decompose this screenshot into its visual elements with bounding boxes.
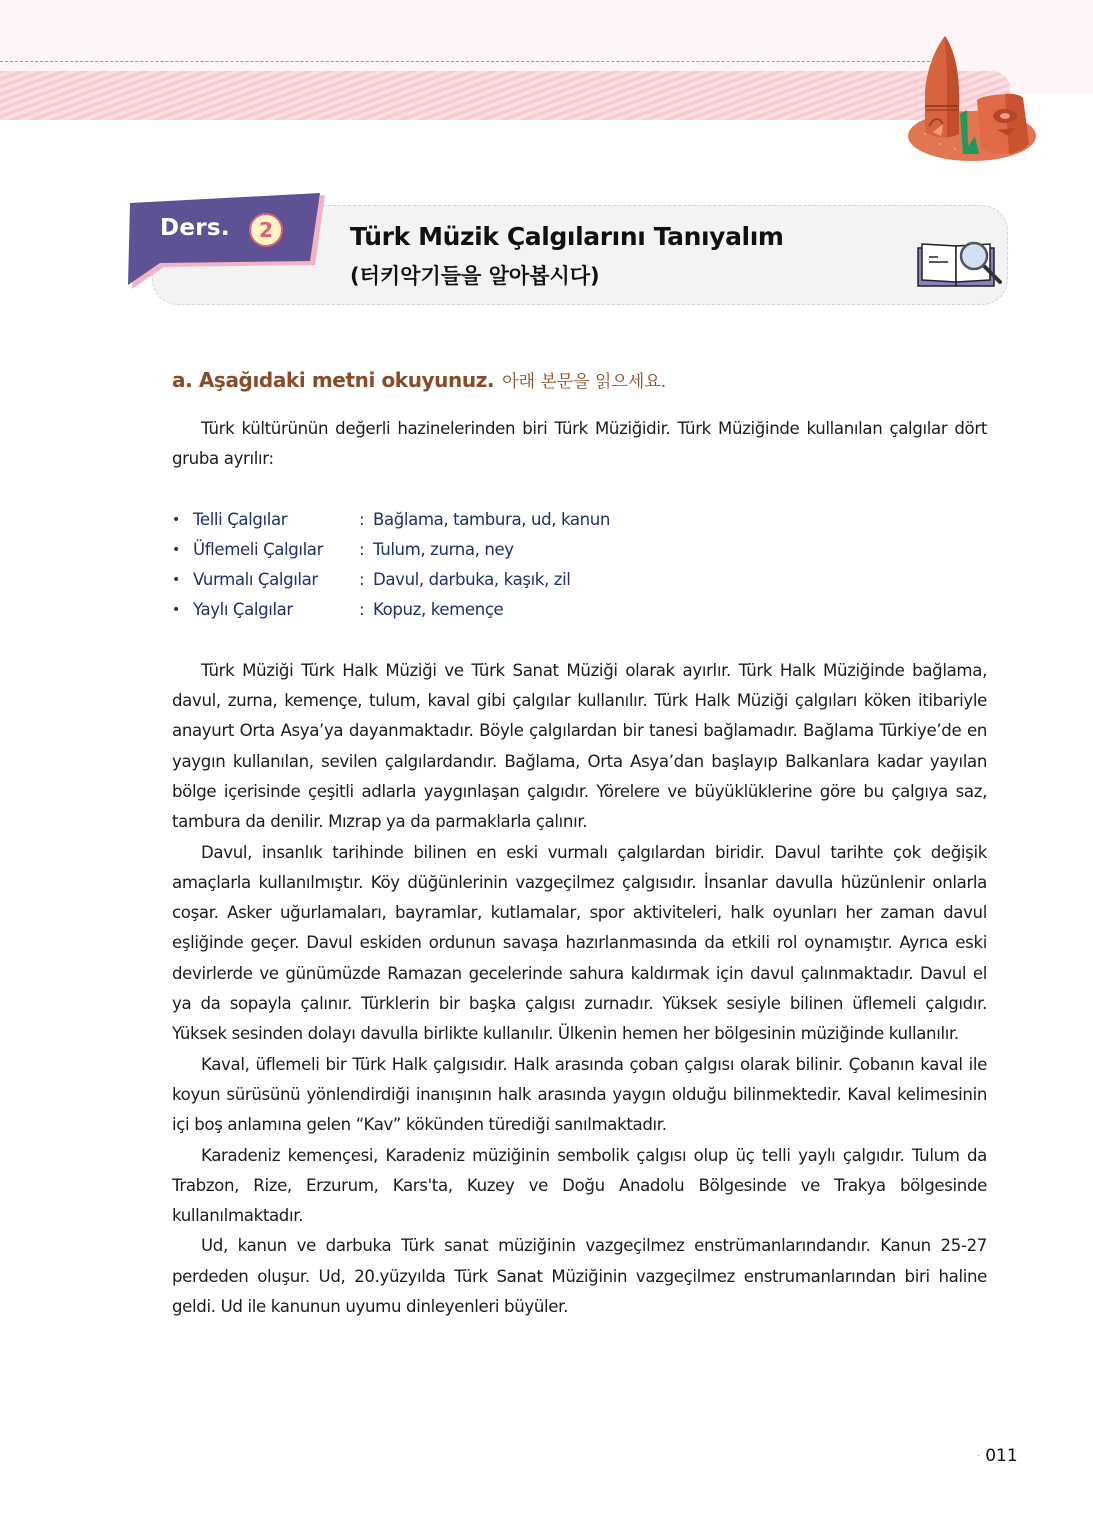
- instrument-category: Yaylı Çalgılar: [193, 600, 293, 620]
- instrument-names: Bağlama, tambura, ud, kanun: [373, 509, 611, 529]
- separator: :: [359, 570, 365, 590]
- separator: :: [359, 509, 365, 529]
- instrument-group-list: [172, 505, 987, 626]
- book-magnifier-icon: [916, 240, 1002, 290]
- instrument-names: Davul, darbuka, kaşık, zil: [373, 570, 571, 590]
- page-number-value: 011: [985, 1446, 1018, 1466]
- bullet-icon: •: [172, 541, 180, 558]
- list-item: [172, 505, 987, 535]
- lesson-subtitle: (터키악기들을 알아봅시다): [350, 264, 600, 288]
- bullet-icon: •: [172, 572, 180, 589]
- instrument-category: Telli Çalgılar: [193, 509, 288, 529]
- stone-heads-illustration: [905, 36, 1040, 164]
- intro-paragraph: Türk kültürünün değerli hazinelerinden biri Türk Müziğidir. Türk Müziğinde kullanılan çalgılar dört gruba ayrılır:: [172, 419, 987, 469]
- separator: :: [359, 600, 365, 620]
- paragraph-kemence: Karadeniz kemençesi, Karadeniz müziğinin sembolik çalgısı olup üç telli yaylı çalgıdır. Tulum da Trabzon, Rize, Erzurum, Kars'ta, Kuzey ve Doğu Anadolu Bölgesinde ve Trakya bölgesinde kullanılmaktadır.: [172, 1145, 987, 1226]
- page-dot: ·: [977, 1450, 981, 1462]
- lesson-badge: [128, 193, 328, 289]
- bullet-icon: •: [172, 511, 180, 528]
- paragraph-kaval: Kaval, üflemeli bir Türk Halk çalgısıdır. Halk arasında çoban çalgısı olarak bilinir. Çobanın kaval ile koyun sürüsünü yönlendirdiği inanışının halk arasında yaygın olduğu bilinmektedir. Kaval kelimesinin içi boş anlamına gelen “Kav” kökünden türediği sanılmaktadır.: [172, 1054, 987, 1135]
- lesson-title: Türk Müzik Çalgılarını Tanıyalım: [350, 222, 784, 251]
- section-heading-korean: 아래 본문을 읽으세요.: [502, 372, 667, 392]
- instrument-names: Kopuz, kemençe: [373, 600, 504, 620]
- list-item: [172, 535, 987, 565]
- instrument-category: Vurmalı Çalgılar: [193, 570, 318, 590]
- paragraph-turkish-music: Türk Müziği Türk Halk Müziği ve Türk Sanat Müziği olarak ayırlır. Türk Halk Müziğinde bağlama, davul, zurna, kemençe, tulum, kaval gibi çalgılar kullanılır. Türk Halk Müziği çalgıları köken itibariyle anayurt Orta Asya’ya dayanmaktadır. Böyle çalgılardan bir tanesi bağlamadır. Bağlama Türkiye’de en yaygın kullanılan, sevilen çalgılardandır. Bağlama, Orta Asya’dan başlayıp Balkanlara kadar yayılan bölge içerisinde çeşitli adlarla yaygınlaşan çalgıdır. Yörelere ve büyüklüklerine göre bu çalgıya saz, tambura da denilir. Mızrap ya da parmaklarla çalınır.: [172, 660, 987, 832]
- page-number: [977, 1446, 1018, 1466]
- paragraph-ud-kanun: Ud, kanun ve darbuka Türk sanat müziğinin vazgeçilmez enstrümanlarındandır. Kanun 25-27 perdeden oluşur. Ud, 20.yüzyılda Türk Sanat Müziğinin vazgeçilmez enstrumanlarından biri haline geldi. Ud ile kanunun uyumu dinleyenleri büyüler.: [172, 1236, 987, 1317]
- list-item: [172, 595, 987, 625]
- dotted-divider: [0, 61, 930, 62]
- lesson-number: 2: [249, 213, 283, 247]
- instrument-category: Üflemeli Çalgılar: [193, 539, 323, 559]
- lesson-label: Ders.: [160, 215, 230, 241]
- section-heading: [172, 367, 666, 392]
- bullet-icon: •: [172, 602, 180, 619]
- reading-text: [172, 414, 987, 1322]
- separator: :: [359, 539, 365, 559]
- paragraph-davul: Davul, insanlık tarihinde bilinen en eski vurmalı çalgılardan biridir. Davul tarihte çok değişik amaçlarla kullanılmıştır. Köy düğünlerinin vazgeçilmez çalgısıdır. İnsanlar davulla hüzünlenir onlarla coşar. Asker uğurlamaları, bayramlar, kutlamalar, spor aktiviteleri, halk oyunları her zaman davul eşliğinde geçer. Davul eskiden ordunun savaşa hazırlanmasında da etkili rol oynamıştır. Ayrıca eski devirlerde ve günümüzde Ramazan gecelerinde sahura kaldırmak için davul çalınmaktadır. Davul el ya da sopayla çalınır. Türklerin bir başka çalgısı zurnadır. Yüksek sesiyle bilinen üflemeli çalgıdır. Yüksek sesinden dolayı davulla birlikte kullanılır. Ülkenin hemen her bölgesinin müziğinde kullanılır.: [172, 842, 987, 1044]
- lesson-badge-shape: [128, 193, 328, 289]
- list-item: [172, 565, 987, 595]
- striped-ribbon: [0, 71, 1010, 120]
- instrument-names: Tulum, zurna, ney: [373, 539, 514, 559]
- section-heading-turkish: a. Aşağıdaki metni okuyunuz.: [172, 368, 495, 392]
